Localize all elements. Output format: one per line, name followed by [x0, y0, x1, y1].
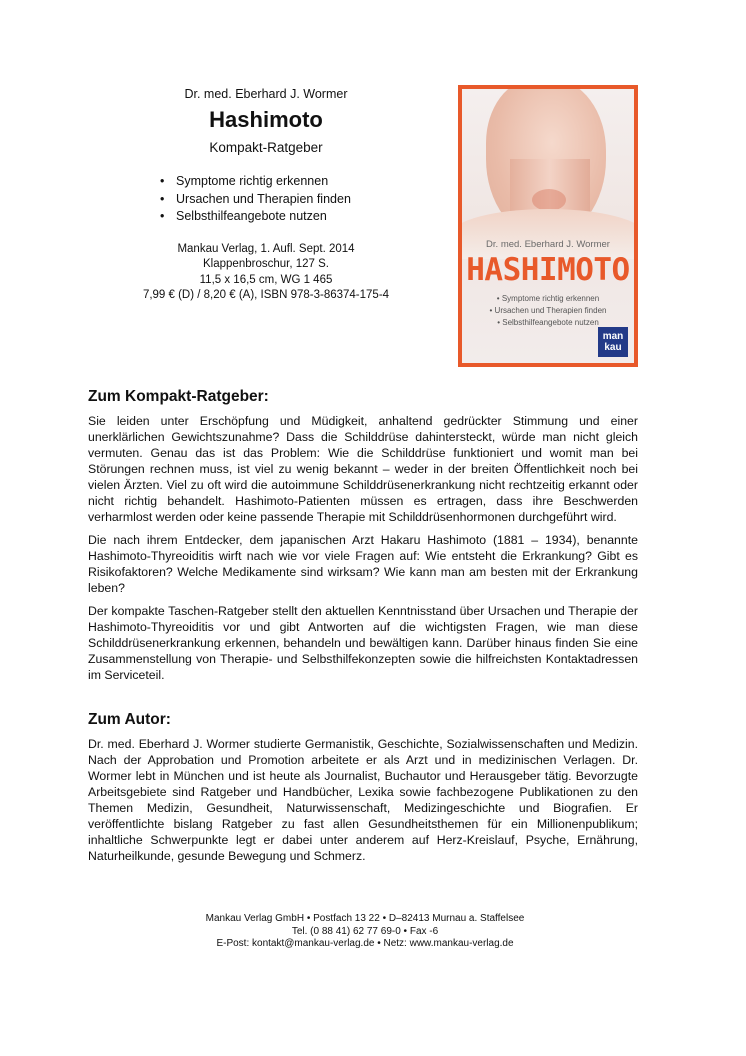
- pubinfo-size: 11,5 x 16,5 cm, WG 1 465: [199, 273, 333, 286]
- cover-thyroid-highlight: [532, 189, 566, 211]
- paragraph: Der kompakte Taschen-Ratgeber stellt den aktuellen Kenntnisstand über Ursachen und Therapie der Hashimoto-Thyreoiditis vor und gibt Antworten auf die wichtigsten Fragen, wie man diese Schilddrüsenerkrankung erkennen, behandeln und bewältigen kann. Darüber hinaus finden Sie eine Zusammenstellung von Therapie- und Selbsthilfekonzepten sowie die hilfreichsten Kontaktadressen im Serviceteil.: [88, 604, 638, 682]
- feature-item: • Selbsthilfeangebote nutzen: [158, 208, 444, 226]
- feature-item: • Symptome richtig erkennen: [158, 173, 444, 191]
- mankau-logo: [598, 327, 628, 357]
- section-autor: [88, 710, 638, 871]
- book-subtitle: Kompakt-Ratgeber: [209, 140, 323, 155]
- book-cover-image: [458, 85, 638, 367]
- cover-author: Dr. med. Eberhard J. Wormer: [486, 239, 610, 250]
- cover-title: HASHIMOTO: [466, 252, 630, 288]
- cover-bullet: • Selbsthilfeangebote nutzen: [497, 318, 599, 327]
- cover-bullet: • Ursachen und Therapien finden: [489, 306, 607, 315]
- publisher-footer: [100, 913, 630, 951]
- pubinfo-price-isbn: 7,99 € (D) / 8,20 € (A), ISBN 978-3-86374-175-4: [142, 289, 390, 301]
- paragraph: Die nach ihrem Entdecker, dem japanischen Arzt Hakaru Hashimoto (1881 – 1934), benannte Hashimoto-Thyreoiditis wirft nach wie vor viele Fragen auf: Wie entsteht die Erkrankung? Gibt es Risikofaktoren? Welche Medikamente sind wirksam? Wie kann man am besten mit der Erkrankung leben?: [88, 533, 638, 595]
- pubinfo-format: Klappenbroschur, 127 S.: [203, 258, 329, 270]
- paragraph: Sie leiden unter Erschöpfung und Müdigkeit, anhaltend gedrückter Stimmung und einer unerklärlichen Gewichtszunahme? Dass die Schilddrüse dahintersteckt, würde man nicht gleich vermuten. Genau das ist das Problem: Wie die Schilddrüse funktioniert und womit man bei Störungen rechnen muss, ist viel zu wenig bekannt – weder in der breiten Öffentlichkeit noch bei vielen Ärzten. Viel zu oft wird die autoimmune Schilddrüsenerkrankung nicht rechtzeitig erkannt oder nicht richtig behandelt. Hashimoto-Patienten müssen es ertragen, dass ihre Beschwerden verharmlost werden oder keine passende Therapie mit Schilddrüsenhormonen durchgeführt wird.: [88, 414, 638, 524]
- footer-contact: E-Post: kontakt@mankau-verlag.de • Netz: www.mankau-verlag.de: [216, 938, 514, 949]
- cover-photo: [462, 89, 634, 363]
- author-line: Dr. med. Eberhard J. Wormer: [184, 87, 348, 101]
- logo-line: kau: [604, 342, 622, 353]
- section-heading: Zum Kompakt-Ratgeber:: [88, 388, 269, 405]
- section-kompakt-ratgeber: [88, 387, 638, 690]
- section-heading: Zum Autor:: [88, 711, 171, 728]
- pubinfo-publisher: Mankau Verlag, 1. Aufl. Sept. 2014: [177, 242, 355, 255]
- publication-info: [88, 242, 444, 304]
- book-header: [88, 86, 444, 304]
- footer-phone: Tel. (0 88 41) 62 77 69-0 • Fax -6: [291, 925, 439, 937]
- logo-line: man: [602, 331, 624, 342]
- paragraph: Dr. med. Eberhard J. Wormer studierte Germanistik, Geschichte, Sozialwissenschaften und Medizin. Nach der Approbation und Promotion arbeitete er als Arzt und in medizinischen Verlagen. Dr. Wormer lebt in München und ist heute als Journalist, Buchautor und Herausgeber tätig. Bevorzugte Arbeitsgebiete sind Ratgeber und Handbücher, Lexika sowie fachbezogene Publikationen zu den Themen Medizin, Gesundheit, Naturwissenschaft, Medizingeschichte und Biografien. Er veröffentlichte bislang Ratgeber zu fast allen Gesundheitsthemen für ein Millionenpublikum; inhaltliche Schwerpunkte legt er dabei unter anderem auf Herz-Kreislauf, Psyche, Ernährung, Naturheilkunde, gesunde Bewegung und Schmerz.: [88, 737, 638, 863]
- feature-list: [88, 173, 444, 226]
- book-title: Hashimoto: [209, 107, 323, 132]
- footer-address: Mankau Verlag GmbH • Postfach 13 22 • D–82413 Murnau a. Staffelsee: [205, 913, 525, 924]
- cover-bullets: [462, 293, 634, 329]
- feature-item: • Ursachen und Therapien finden: [158, 191, 444, 209]
- cover-bullet: • Symptome richtig erkennen: [496, 294, 600, 303]
